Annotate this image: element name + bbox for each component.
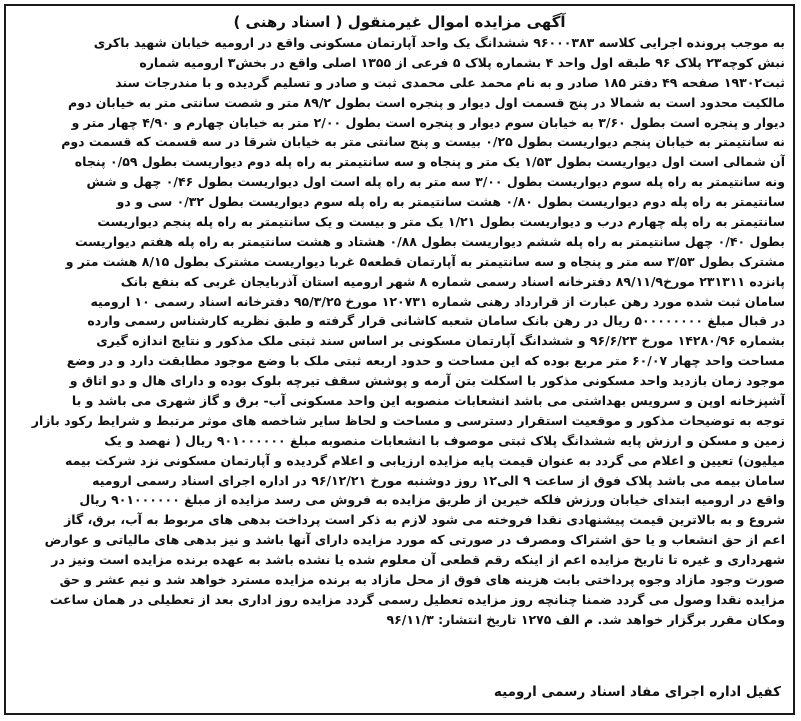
notice-body-line: نبش کوچه۲۳ پلاک ۹۶ طبقه اول واحد ۴ بشماره پلاک ۵ فرعی از ۱۳۵۵ اصلی واقع در بخش۳ ارومیه شماره xyxy=(139,54,785,70)
notice-body-line: مساحت واحد چهار ۶۰/۰۷ متر مربع بوده که این مساحت و حدود اربعه ثبتی ملک با وضع موجود مطابقت دارد و در وضع xyxy=(66,353,785,369)
notice-body-line: موجود زمان بازدید واحد مسکونی مذکور با اسکلت بتن آرمه و پوشش سقف تیرچه بلوک بوده و دارای هال و دو اتاق و xyxy=(69,373,785,389)
notice-frame xyxy=(4,4,795,715)
notice-body-line: پانزده ۲۳۱۳۱۱ مورخ۸۹/۱۱/۹ دفترخانه اسناد رسمی شماره ۸ شهر ارومیه استان آذربایجان غربی که بنفع بانک xyxy=(120,273,785,289)
notice-body-line: سامان ثبت شده مورد رهن عبارت از قرارداد رهنی شماره ۱۲۰۷۳۱ مورخ ۹۵/۳/۲۵ دفترخانه اسناد رسمی ۱۰ ارومیه xyxy=(90,293,785,309)
notice-body-line: دیوار و پنجره است بطول ۳/۶۰ به خیابان سوم دیوار و پنجره است بطول ۲/۰۰ متر به خیابان چهارم و ۴/۹۰ چهار متر و xyxy=(71,114,785,130)
notice-body-line: صورت وجود مازاد وجوه پرداختی بابت هزینه های فوق از محل مازاد به برنده مزایده مسترد خواهد شد و نیم عشر و حق xyxy=(59,572,785,588)
notice-body-line: مشترک بطول ۳/۵۳ سه متر و پنجاه و سه سانتیمتر به آپارتمان قطعه۵ غربا دیواریست مشترک بطول ۸/۱۵ هشت متر و xyxy=(65,253,785,269)
notice-body-line: سامان بیمه می باشد پلاک فوق از ساعت ۹ الی۱۲ روز دوشنبه مورخ ۹۶/۱۲/۲۱ در اداره اجرای اسناد رسمی ارومیه xyxy=(92,472,785,488)
notice-body-line: شروع و به بالاترین قیمت پیشنهادی نقدا فروخته می شود لازم به ذکر است پرداخت بدهی های مربوط به آب، برق، گاز xyxy=(64,512,785,528)
notice-body-line: سانتیمتر به راه پله چهارم درب و دیواریست بطول ۱/۲۱ یک متر و بیست و یک سانتیمتر به راه پله پنجم دیواریست xyxy=(97,214,785,230)
notice-body-line: ومکان مقرر برگزار خواهد شد. م الف ۱۲۷۵ تاریخ انتشار: ۹۶/۱۱/۳ xyxy=(386,611,785,627)
notice-body-line: اعم از حق انشعاب و یا حق اشتراک ومصرف در صورتی که مورد مزایده دارای آنها باشد و نیز بدهی های مالیاتی و عوارض xyxy=(44,532,785,548)
notice-body-line: مزایده نقدا وصول می گردد ضمنا چنانچه روز مزایده تعطیل رسمی گردد مزایده روز اداری بعد از تعطیلی در همان ساعت xyxy=(49,591,785,607)
notice-body-line: آشپزخانه اوپن و سرویس بهداشتی می باشد انشعابات منصوبه این واحد مسکونی آب- برق و گاز شهری می باشد و با xyxy=(71,393,785,409)
notice-body-line: در قبال مبلغ ۵۰۰۰۰۰۰۰۰ ریال در رهن بانک سامان شعبه کاشانی قرار گرفته و طبق نظریه کارشناس رسمی وارده xyxy=(87,313,785,329)
notice-body-line: میلیون) تعیین و اعلام می گردد به عنوان قیمت پایه مزایده ارزیابی و اعلام گردیده و آپارتمان مسکونی نزد شرکت بیمه xyxy=(65,452,785,468)
notice-body-line: مالکیت محدود است به شمالا در پنج قسمت اول دیوار و پنجره است بطول ۸۹/۲ متر و شصت سانتی متر به خیابان دوم xyxy=(68,94,785,110)
notice-signature: کفیل اداره اجرای مفاد اسناد رسمی ارومیه xyxy=(493,684,781,700)
notice-body-line: واقع در ارومیه ابتدای خیابان ورزش فلکه خیرین از طریق مزایده به فروش می رسد مزایده از مبلغ ۹۰۱۰۰۰۰۰۰ ریال xyxy=(79,492,785,508)
notice-body-line: ثبت۱۹۳۰۲ صفحه ۴۹ دفتر ۱۸۵ صادر و به نام محمد علی محمدی ثبت و صادر و تسلیم گردیده و با مندرجات سند xyxy=(115,74,785,90)
notice-body-line: سانتیمتر به راه پله دوم دیواریست بطول ۰/۸۰ هشت سانتیمتر به راه پله سوم دیواریست بطول ۰/۳۲ سی و دو xyxy=(116,194,785,210)
notice-body-line: بشماره ۱۴۲۸۰/۹۶ مورخ ۹۶/۶/۲۳ و ششدانگ آپارتمان مسکونی بر اساس سند ثبتی ملک مذکور و نتایج اندازه گیری xyxy=(96,333,785,349)
notice-body-line: ونه سانتیمتر به راه پله سوم دیواریست بطول ۳/۰۰ سه متر به راه پله است اول دیواریست بطول ۰/۴۶ چهل و شش xyxy=(86,174,785,190)
notice-title: آگهی مزایده اموال غیرمنقول ( اسناد رهنی ) xyxy=(233,13,566,31)
notice-body-line: نه سانتیمتر به خیابان پنجم دیواریست بطول ۰/۲۵ بیست و پنج سانتی متر به خیابان شرقا در سه قسمت که قسمت دوم xyxy=(61,134,785,150)
notice-body-line: بطول ۰/۴۰ چهل سانتیمتر به راه پله ششم دیواریست بطول ۰/۸۸ هشتاد و هشت سانتیمتر به راه پله هفتم دیواریست xyxy=(75,233,785,249)
notice-body-line: توجه به توضیحات مذکور و موقعیت استقرار دسترسی و مساحت و لحاظ سایر شاخصه های موثر مرتبط و شرایط رکود بازار xyxy=(31,412,785,428)
notice-body-line: آن شمالی است اول دیواریست بطول ۱/۵۳ یک متر و پنجاه و سه سانتیمتر به راه پله دوم دیواریست بطول ۰/۵۹ پنجاه xyxy=(74,154,785,170)
notice-body-line: زمین و مسکن و ارزش پایه ششدانگ پلاک ثبتی موصوف با انشعابات منصوبه مبلغ ۹۰۱۰۰۰۰۰۰ ریال ( نهصد و یک xyxy=(104,432,785,448)
notice-body xyxy=(14,33,785,630)
notice-body-line: شهرداری و غیره تا تاریخ مزایده اعم از اینکه رقم قطعی آن معلوم شده یا نشده باشد به عهده برنده مزایده است ونیز در xyxy=(51,552,785,568)
notice-body-line: به موجب پرونده اجرایی کلاسه ۹۶۰۰۰۳۸۳ ششدانگ یک واحد آپارتمان مسکونی واقع در ارومیه خیابان شهید باکری xyxy=(93,35,785,50)
